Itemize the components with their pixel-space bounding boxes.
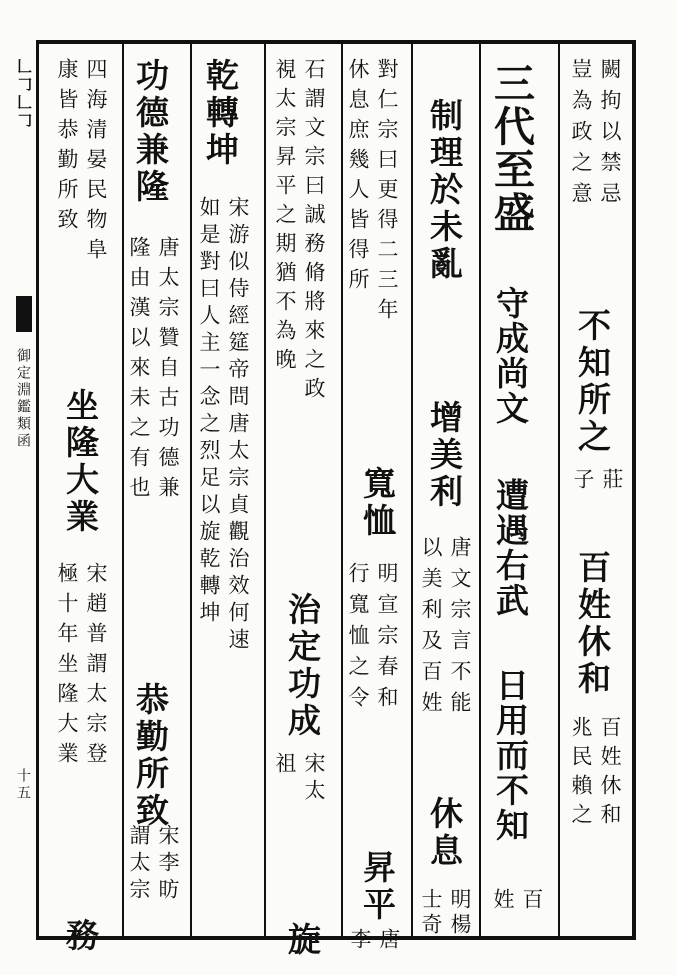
- note-line: 謂太宗: [127, 824, 151, 905]
- note-pair: [420, 536, 470, 722]
- right-border: [632, 40, 636, 940]
- note-line: 唐: [377, 928, 401, 949]
- note-line: 對仁宗曰更得二三年: [375, 58, 399, 328]
- note-line: 百: [520, 888, 544, 909]
- note-line: 康皆恭勤所致: [55, 58, 79, 238]
- spine-top-marks: 𠃊𠃌𠃊𠃌: [15, 58, 33, 130]
- spine-strip: [14, 48, 32, 938]
- entry-heading: 百姓休和: [573, 550, 612, 698]
- text-column-5: [268, 52, 338, 955]
- column-divider: [479, 44, 481, 936]
- note-line: 極十年坐隆大業: [55, 562, 79, 772]
- note-line: 明楊: [448, 888, 472, 938]
- note-line: 宋太: [302, 752, 326, 806]
- note-line: 行寬恤之令: [346, 562, 370, 717]
- text-column-8: [42, 52, 120, 951]
- note-line: 宋趙普謂太宗登: [84, 562, 108, 772]
- entry-heading: 乾轉坤: [201, 58, 240, 169]
- text-column-3: [416, 52, 476, 938]
- entry-heading: 恭勤所致: [131, 682, 170, 830]
- text-column-1: [566, 52, 628, 932]
- entry-heading: 昇平: [358, 850, 397, 924]
- note-pair: [128, 236, 178, 506]
- entry-heading: 寬恤: [358, 466, 397, 540]
- note-pair: [492, 888, 542, 909]
- text-column-6: [194, 52, 262, 932]
- note-line: 如是對曰人主一念之烈足以旋乾轉坤: [197, 196, 221, 628]
- entry-heading: 增美利: [425, 400, 464, 511]
- note-pair: [274, 58, 324, 406]
- note-line: 祖: [273, 752, 297, 779]
- note-line: 宋游似侍經筵帝問唐太宗貞觀治效何速: [226, 196, 250, 655]
- note-pair: [570, 716, 620, 832]
- note-line: 豈為政之意: [569, 58, 593, 213]
- note-pair: [347, 58, 397, 328]
- note-line: 李: [348, 928, 372, 949]
- note-line: 百姓休和: [598, 716, 622, 832]
- note-pair: [128, 824, 178, 905]
- note-line: 隆由漢以來未之有也: [127, 236, 151, 506]
- note-pair: [56, 562, 106, 772]
- note-line: 以美利及百姓: [419, 536, 443, 722]
- page-number: 十五: [15, 768, 31, 802]
- note-pair: [274, 752, 324, 806]
- note-line: 子: [571, 468, 595, 489]
- entry-heading: 旋: [283, 922, 322, 955]
- note-pair: [56, 58, 106, 268]
- note-pair: [570, 58, 620, 213]
- note-pair: [572, 468, 622, 489]
- entry-heading: 日用而不知: [491, 668, 530, 843]
- spine-title: 御定淵鑑類函: [15, 348, 31, 450]
- spine-block: [16, 296, 32, 332]
- left-border: [36, 40, 39, 940]
- top-border: [36, 40, 636, 44]
- note-line: 闕拘以禁忌: [598, 58, 622, 213]
- entry-heading: 不知所之: [573, 308, 612, 456]
- entry-heading: 功德兼隆: [131, 58, 170, 206]
- bottom-border: [36, 936, 636, 940]
- column-divider: [122, 44, 124, 936]
- text-column-4: [345, 52, 409, 949]
- note-pair: [420, 888, 470, 938]
- entry-heading: 遭遇右武: [491, 478, 530, 618]
- note-line: 石謂文宗曰誠務脩將來之政: [302, 58, 326, 406]
- note-line: 兆民賴之: [569, 716, 593, 832]
- entry-heading: 休息: [425, 796, 464, 870]
- entry-heading: 制理於未亂: [425, 98, 464, 283]
- text-column-7: [126, 52, 188, 932]
- note-line: 莊: [600, 468, 624, 489]
- note-pair: [347, 562, 397, 717]
- entry-heading: 坐隆大業: [61, 388, 100, 536]
- entry-heading: 務: [61, 918, 100, 951]
- note-pair: [198, 196, 248, 655]
- note-line: 唐太宗贊自古功德兼: [156, 236, 180, 506]
- note-line: 姓: [491, 888, 515, 909]
- note-line: 四海清晏民物阜: [84, 58, 108, 268]
- note-line: 明宣宗春和: [375, 562, 399, 717]
- text-column-2: [486, 52, 544, 932]
- column-divider: [190, 44, 192, 936]
- column-divider: [264, 44, 266, 936]
- note-line: 視太宗昇平之期猶不為晚: [273, 58, 297, 377]
- note-line: 唐文宗言不能: [448, 536, 472, 722]
- column-divider: [558, 44, 560, 936]
- note-pair: [349, 928, 399, 949]
- column-divider: [411, 44, 413, 936]
- entry-heading: 治定功成: [283, 592, 322, 740]
- note-line: 宋李昉: [156, 824, 180, 905]
- entry-heading: 三代至盛: [487, 62, 535, 234]
- note-line: 士奇: [419, 888, 443, 938]
- column-divider: [341, 44, 343, 936]
- note-line: 休息庶幾人皆得所: [346, 58, 370, 298]
- entry-heading: 守成尚文: [491, 286, 530, 426]
